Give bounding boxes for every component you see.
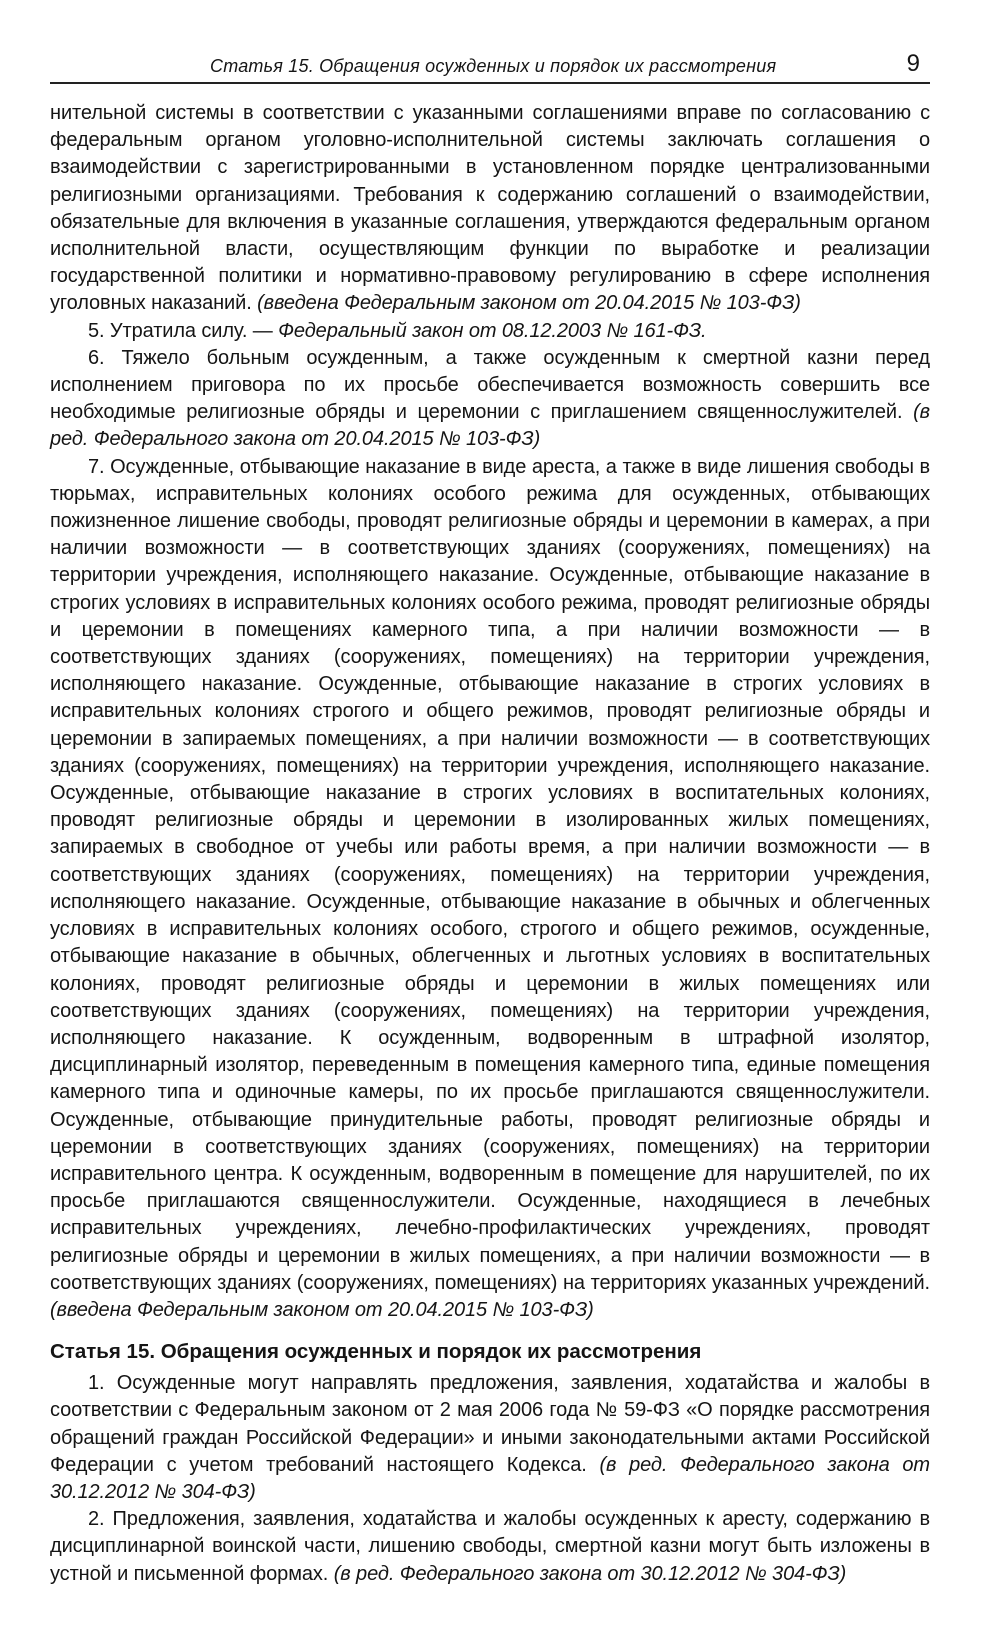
amendment-reference: Федеральный закон от 08.12.2003 № 161-ФЗ. bbox=[278, 319, 707, 342]
article-15-heading: Статья 15. Обращения осужденных и порядок их рассмотрения bbox=[50, 1340, 702, 1364]
amendment-reference: (введена Федеральным законом от 20.04.2015 № 103-ФЗ) bbox=[50, 1298, 594, 1321]
article-15-item-1 bbox=[50, 1370, 930, 1506]
continuation-paragraph bbox=[50, 100, 930, 318]
paragraph-text: 7. Осужденные, отбывающие наказание в виде ареста, а также в виде лишения свободы в тюрьмах, исправительных колониях особого режима для осужденных, отбывающих пожизненное лишение свободы, проводят религиозные обряды и церемонии в камерах, а при наличии возможности — в соответствующих зданиях (сооружениях, помещениях) на территории учреждения, исполняющего наказание. Осужденные, отбывающие наказание в строгих условиях в исправительных колониях особого режима, проводят религиозные обряды и церемонии в помещениях камерного типа, а при наличии возможности — в соответствующих зданиях (сооружениях, помещениях) на территории учреждения, исполняющего наказание. Осужденные, отбывающие наказание в строгих условиях в исправительных колониях строгого и общего режимов, проводят религиозные обряды и церемонии в запираемых помещениях, а при наличии возможности — в соответствующих зданиях (сооружениях, помещениях) на территории учреждения, исполняющего наказание. Осужденные, отбывающие наказание в строгих условиях в воспитательных колониях, проводят религиозные обряды и церемонии в изолированных жилых помещениях, запираемых в свободное от учебы или работы время, а при наличии возможности — в соответствующих зданиях (сооружениях, помещениях) на территории учреждения, исполняющего наказание. Осужденные, отбывающие наказание в обычных и облегченных условиях в исправительных колониях особого, строгого и общего режимов, осужденные, отбывающие наказание в обычных, облегченных и льготных условиях в воспитательных колониях, проводят религиозные обряды и церемонии в жилых помещениях или соответствующих зданиях (сооружениях, помещениях) на территории учреждения, исполняющего наказание. К осужденным, водворенным в штрафной изолятор, дисциплинарный изолятор, переведенным в помещения камерного типа, единые помещения камерного типа и одиночные камеры, по их просьбе приглашаются священнослужители. Осужденные, отбывающие принудительные работы, проводят религиозные обряды и церемонии в соответствующих зданиях (сооружениях, помещениях) на территории исправительного центра. К осужденным, водворенным в помещение для нарушителей, по их просьбе приглашаются священнослужители. Осужденные, находящиеся в лечебных исправительных учреждениях, лечебно-профилактических учреждениях, проводят религиозные обряды и церемонии в жилых помещениях, а при наличии возможности — в соответствующих зданиях (сооружениях, помещениях) на территориях указанных учреждений. bbox=[50, 455, 930, 1294]
paragraph-text: нительной системы в соответствии с указанными соглашениями вправе по согласованию с федеральным органом уголовно-исполнительной системы заключать соглашения о взаимодействии с зарегистрированными в установленном порядке централизованными религиозными организациями. Требования к содержанию соглашений о взаимодействии, обязательные для включения в указанные соглашения, утверждаются федеральным органом исполнительной власти, осуществляющим функции по выработке и реализации государственной политики и нормативно-правовому регулированию в сфере исполнения уголовных наказаний. bbox=[50, 102, 930, 315]
amendment-reference: (введена Федеральным законом от 20.04.2015 № 103-ФЗ) bbox=[257, 292, 801, 315]
article-15-item-2 bbox=[50, 1506, 930, 1588]
paragraph-text: 6. Тяжело больным осужденным, а также осужденным к смертной казни перед исполнением приговора по их просьбе обеспечивается возможность совершить все необходимые религиозные обряды и церемонии с приглашением священнослужителей. bbox=[50, 346, 930, 424]
amendment-reference: (в ред. Федерального закона от 30.12.2012 № 304-ФЗ) bbox=[333, 1562, 847, 1585]
body-text bbox=[50, 100, 930, 1588]
item-6 bbox=[50, 345, 930, 454]
paragraph-text: 2. Предложения, заявления, ходатайства и жалобы осужденных к аресту, содержанию в дисциплинарной воинской части, лишению свободы, смертной казни могут быть изложены в устной и письменной формах. bbox=[50, 1508, 930, 1585]
amendment-reference: (в ред. Федерального закона от 20.04.2015 № 103-ФЗ) bbox=[50, 401, 930, 451]
paragraph-text: 1. Осужденные могут направлять предложения, заявления, ходатайства и жалобы в соответствии с Федеральным законом от 2 мая 2006 года № 59-ФЗ «О порядке рассмотрения обращений граждан Российской Федерации» и иными законодательными актами Российской Федерации с учетом требований настоящего Кодекса. bbox=[50, 1372, 930, 1476]
item-5 bbox=[50, 318, 930, 345]
amendment-reference: (в ред. Федерального закона от 30.12.2012 № 304-ФЗ) bbox=[50, 1453, 930, 1503]
page-number: 9 bbox=[906, 50, 920, 77]
item-7 bbox=[50, 454, 930, 1325]
paragraph-text: 5. Утратила силу. — bbox=[88, 319, 273, 342]
running-header bbox=[50, 48, 930, 84]
running-title: Статья 15. Обращения осужденных и порядок их рассмотрения bbox=[210, 56, 777, 76]
